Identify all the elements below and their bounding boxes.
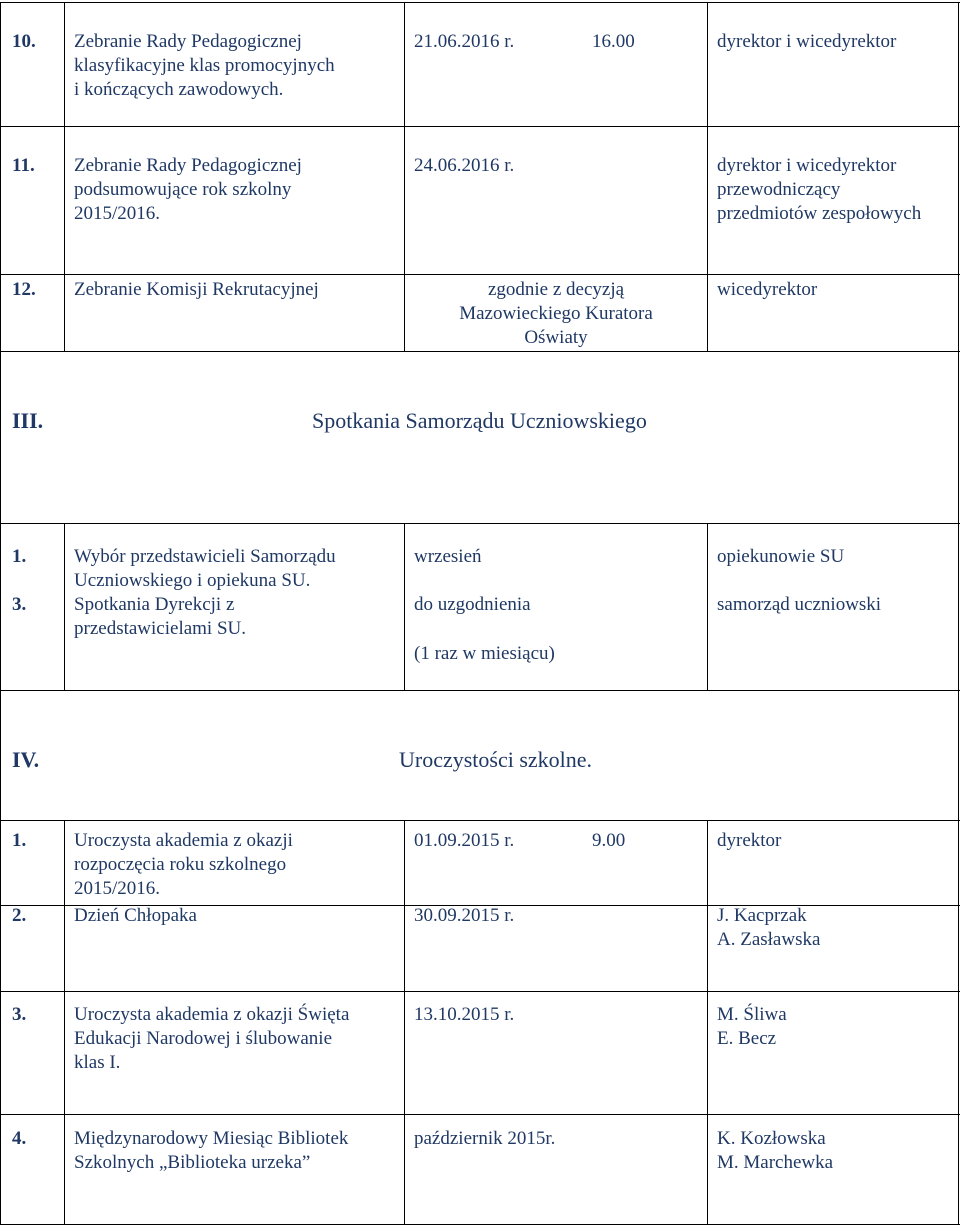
responsible: M. Śliwa — [717, 1004, 787, 1025]
event-line: Uczniowskiego i opiekuna SU. — [74, 570, 311, 591]
col-divider — [64, 523, 65, 690]
event-line: Zebranie Komisji Rekrutacyjnej — [74, 279, 319, 300]
event-line: klasyfikacyjne klas promocyjnych — [74, 55, 335, 76]
table-border-right — [958, 2, 959, 1224]
responsible: A. Zasławska — [717, 929, 821, 950]
event-date: zgodnie z decyzją — [487, 279, 625, 300]
event-line: Międzynarodowy Miesiąc Bibliotek — [74, 1128, 349, 1149]
responsible: J. Kacprzak — [717, 905, 807, 926]
col-divider — [64, 820, 65, 1224]
event-line: Zebranie Rady Pedagogicznej — [74, 31, 302, 52]
responsible: dyrektor — [717, 830, 782, 851]
row-number: 2. — [12, 905, 27, 926]
event-date: (1 raz w miesiącu) — [414, 643, 555, 664]
row-number: 12. — [12, 279, 36, 300]
event-line: Edukacji Narodowej i ślubowanie — [74, 1028, 333, 1049]
row-divider — [0, 1114, 960, 1115]
table-border-left — [0, 2, 1, 1224]
section-title: Uroczystości szkolne. — [399, 747, 593, 772]
event-line: przedstawicielami SU. — [74, 618, 247, 639]
event-line: Zebranie Rady Pedagogicznej — [74, 155, 302, 176]
table-border-bottom — [0, 1224, 960, 1225]
event-line: Uroczysta akademia z okazji Święta — [74, 1004, 350, 1025]
event-line: Uroczysta akademia z okazji — [74, 830, 293, 851]
row-number: 1. — [12, 830, 27, 851]
event-date: Mazowieckiego Kuratora — [459, 303, 653, 324]
event-date: 24.06.2016 r. — [414, 155, 515, 176]
col-divider — [404, 820, 405, 1224]
col-divider — [64, 2, 65, 351]
responsible: przewodniczący — [717, 179, 841, 200]
responsible: K. Kozłowska — [717, 1128, 826, 1149]
col-divider — [707, 820, 708, 1224]
event-date: wrzesień — [414, 546, 482, 567]
event-date: 21.06.2016 r. — [414, 31, 515, 52]
section-title: Spotkania Samorządu Uczniowskiego — [312, 408, 647, 433]
col-divider — [707, 2, 708, 351]
responsible: dyrektor i wicedyrektor — [717, 31, 897, 52]
row-number: 4. — [12, 1128, 27, 1149]
event-line: 2015/2016. — [74, 878, 161, 899]
event-date: do uzgodnienia — [414, 594, 531, 615]
section-number: IV. — [12, 747, 40, 772]
row-divider — [0, 991, 960, 992]
row-divider — [0, 351, 960, 352]
responsible: M. Marchewka — [717, 1152, 834, 1173]
event-line: 2015/2016. — [74, 203, 161, 224]
row-divider — [0, 690, 960, 691]
responsible: wicedyrektor — [717, 279, 818, 300]
event-line: Dzień Chłopaka — [74, 905, 197, 926]
event-time: 9.00 — [592, 830, 626, 851]
responsible: samorząd uczniowski — [717, 594, 882, 615]
event-line: klas I. — [74, 1052, 121, 1073]
event-date: 01.09.2015 r. — [414, 830, 515, 851]
event-line: Wybór przedstawicieli Samorządu — [74, 546, 336, 567]
event-date: Oświaty — [524, 327, 588, 348]
row-number: 3. — [12, 1004, 27, 1025]
section-number: III. — [12, 408, 44, 433]
col-divider — [707, 523, 708, 690]
row-number: 3. — [12, 594, 27, 615]
responsible: przedmiotów zespołowych — [717, 203, 922, 224]
event-line: i kończących zawodowych. — [74, 79, 284, 100]
event-time: 16.00 — [592, 31, 635, 52]
row-divider — [0, 820, 960, 821]
row-number: 10. — [12, 31, 36, 52]
row-divider — [0, 274, 960, 275]
event-date: październik 2015r. — [414, 1128, 556, 1149]
event-line: rozpoczęcia roku szkolnego — [74, 854, 287, 875]
col-divider — [404, 523, 405, 690]
event-line: Szkolnych „Biblioteka urzeka” — [74, 1152, 311, 1173]
row-number: 11. — [12, 155, 35, 176]
responsible: dyrektor i wicedyrektor — [717, 155, 897, 176]
row-divider — [0, 523, 960, 524]
responsible: E. Becz — [717, 1028, 777, 1049]
table-border-top — [0, 2, 960, 3]
event-date: 13.10.2015 r. — [414, 1004, 515, 1025]
event-line: podsumowujące rok szkolny — [74, 179, 292, 200]
row-divider — [0, 126, 960, 127]
row-number: 1. — [12, 546, 27, 567]
event-line: Spotkania Dyrekcji z — [74, 594, 235, 615]
responsible: opiekunowie SU — [717, 546, 845, 567]
event-date: 30.09.2015 r. — [414, 905, 515, 926]
